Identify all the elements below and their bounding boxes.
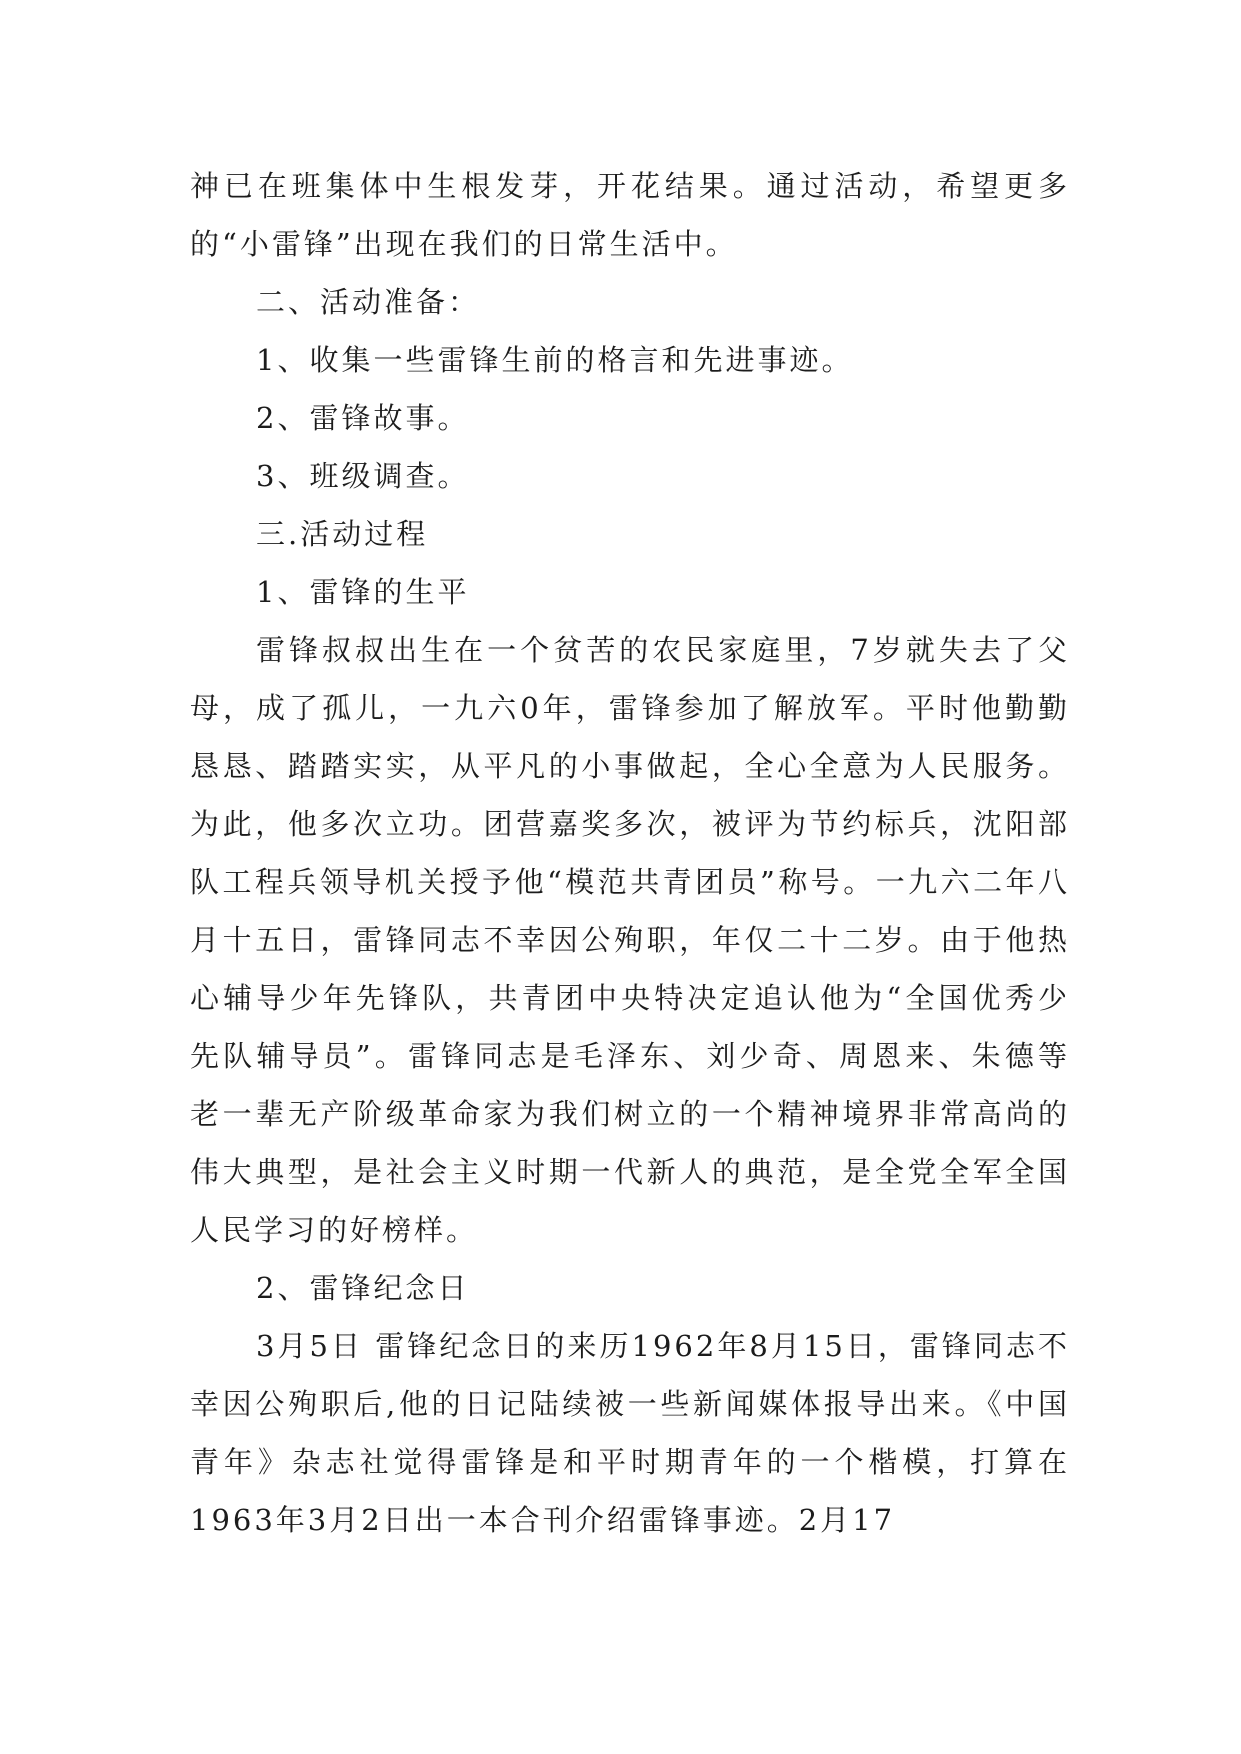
list-item-class-survey: 3、班级调查。	[256, 459, 470, 493]
list-item-stories: 2、雷锋故事。	[256, 401, 470, 435]
paragraph-memorial-day: 3月5日 雷锋纪念日的来历1962年8月15日，雷锋同志不幸因公殉职后,他的日记陆续被一些新闻媒体报导出来。《中国青年》杂志社觉得雷锋是和平时期青年的一个楷模，打算在1963年3月2日出一本合刊介绍雷锋事迹。2月17	[190, 1329, 1070, 1537]
subheading-biography: 1、雷锋的生平	[256, 575, 470, 609]
document-body	[190, 157, 1070, 1549]
heading-activity-preparation: 二、活动准备：	[256, 285, 481, 319]
heading-activity-process: 三.活动过程	[256, 517, 429, 551]
subheading-memorial-day: 2、雷锋纪念日	[256, 1271, 470, 1305]
list-item-collect-quotes: 1、收集一些雷锋生前的格言和先进事迹。	[256, 343, 854, 377]
paragraph-continuation: 神已在班集体中生根发芽，开花结果。通过活动，希望更多的“小雷锋”出现在我们的日常生活中。	[190, 169, 1070, 261]
paragraph-biography: 雷锋叔叔出生在一个贫苦的农民家庭里，7岁就失去了父母，成了孤儿，一九六0年，雷锋参加了解放军。平时他勤勤恳恳、踏踏实实，从平凡的小事做起，全心全意为人民服务。为此，他多次立功。团营嘉奖多次，被评为节约标兵，沈阳部队工程兵领导机关授予他“模范共青团员”称号。一九六二年八月十五日，雷锋同志不幸因公殉职，年仅二十二岁。由于他热心辅导少年先锋队，共青团中央特决定追认他为“全国优秀少先队辅导员”。雷锋同志是毛泽东、刘少奇、周恩来、朱德等老一辈无产阶级革命家为我们树立的一个精神境界非常高尚的伟大典型，是社会主义时期一代新人的典范，是全党全军全国人民学习的好榜样。	[190, 633, 1070, 1247]
